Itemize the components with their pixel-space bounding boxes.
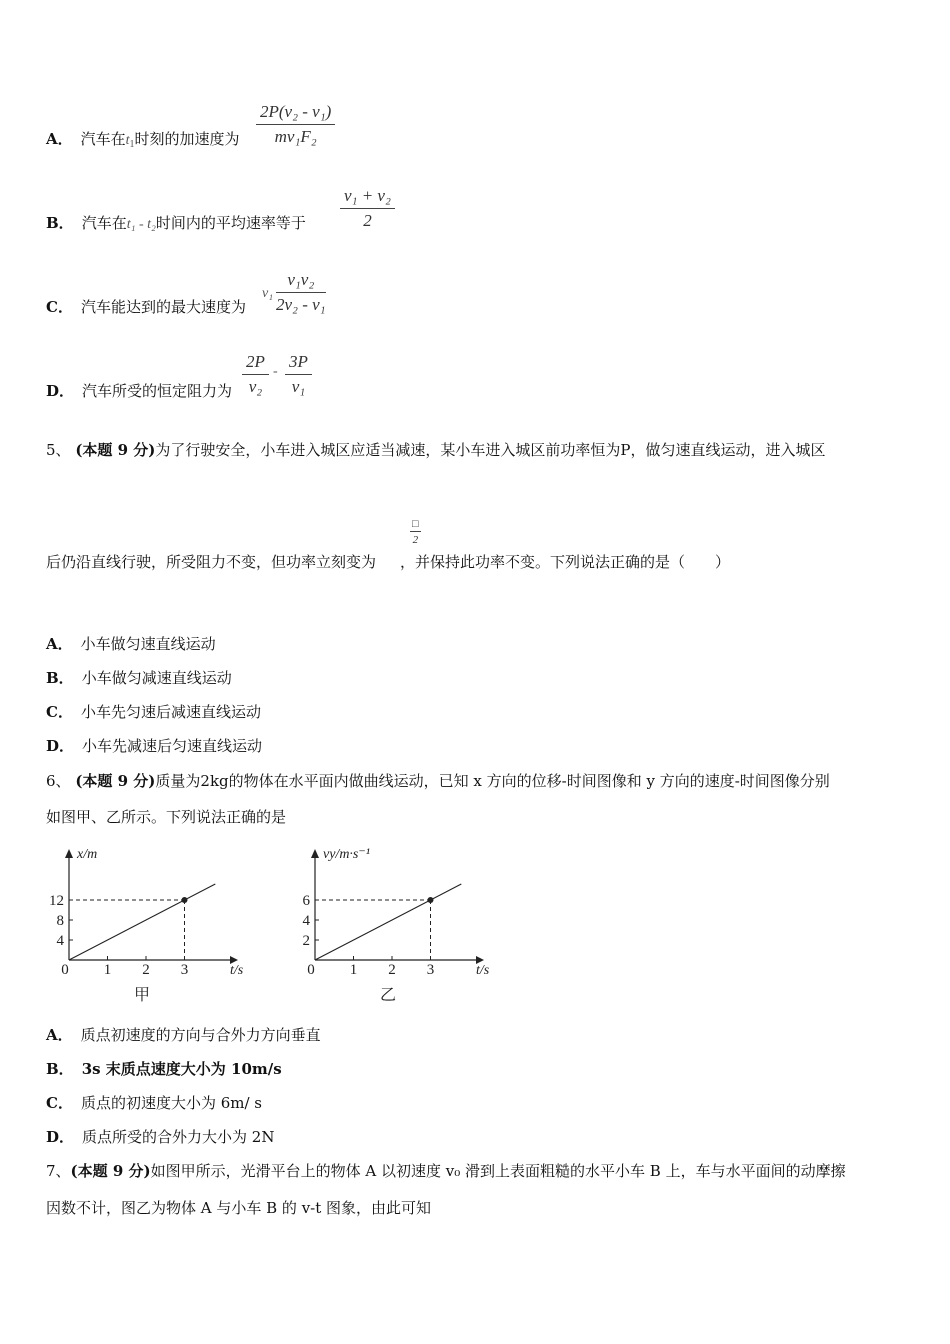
y-axis-label: vy/m·s⁻¹	[323, 847, 370, 862]
option-label: A．	[46, 130, 73, 148]
q4-d-fraction-2	[285, 352, 312, 397]
x-tick-label: 3	[180, 962, 189, 978]
question-text: 因数不计，图乙为物体 A 与小车 B 的 v-t 图象，由此可知	[46, 1199, 432, 1217]
fraction-numerator: 3P	[285, 352, 312, 375]
q4-c-fraction	[276, 270, 326, 315]
q7-stem-line1	[46, 1160, 846, 1181]
option-label: A．	[46, 1026, 73, 1044]
option-label: D．	[46, 1128, 75, 1146]
q5-stem-line1	[46, 439, 826, 460]
fraction-denominator: 2v₂ - v₁	[276, 295, 326, 314]
q6-option-c	[46, 1092, 262, 1113]
series-line	[315, 884, 461, 960]
variable-t1-t2: t₁ - t₂	[126, 217, 156, 232]
data-point	[182, 897, 188, 903]
question-text: 后仍沿直线行驶，所受阻力不变，但功率立刻变为	[46, 553, 377, 571]
question-number: 5、	[46, 441, 71, 459]
q6-stem-line1	[46, 770, 830, 791]
question-number: 6、	[46, 772, 71, 790]
y-tick-label: 6	[302, 893, 310, 909]
y-axis-arrow	[65, 849, 73, 858]
y-tick-label: 8	[56, 913, 64, 929]
y-tick-label: 12	[49, 893, 64, 909]
x-tick-label: 1	[103, 962, 112, 978]
chart-jia	[44, 840, 264, 1010]
question-tag: (本题 9 分)	[70, 1162, 151, 1180]
x-tick-label: 3	[426, 962, 435, 978]
fraction-numerator: v₁v₂	[276, 270, 326, 293]
q6-stem-line2	[46, 806, 286, 827]
fraction-denominator: 2	[363, 211, 372, 230]
q5-option-a	[46, 633, 216, 654]
question-text: 质量为2kg的物体在水平面内做曲线运动，已知 x 方向的位移-时间图像和 y 方向的速度-时间图像分别	[155, 772, 830, 790]
q5-option-d	[46, 735, 262, 756]
fraction-numerator: 2P(v₂ - v₁)	[256, 102, 335, 125]
option-text: 汽车能达到的最大速度为	[80, 298, 246, 316]
question-text-post: ，并保持此功率不变。下列说法正确的是（ ）	[400, 553, 731, 571]
chart-yi	[290, 840, 510, 1010]
option-label: C．	[46, 1094, 73, 1112]
q5-power-fraction	[410, 518, 421, 546]
option-label: B．	[46, 214, 74, 232]
x-tick-label: 2	[142, 962, 150, 978]
q7-stem-line2	[46, 1197, 431, 1218]
x-tick-label: 2	[388, 962, 396, 978]
option-label: C．	[46, 703, 73, 721]
question-text: 如图甲、乙所示。下列说法正确的是	[46, 808, 287, 826]
fraction-denominator: v₂	[248, 377, 263, 396]
q5-option-c	[46, 701, 261, 722]
q6-option-a	[46, 1024, 321, 1045]
fraction-numerator: 2P	[242, 352, 269, 375]
variable-t1	[126, 133, 135, 148]
y-tick-label: 2	[302, 933, 310, 949]
fraction-denominator: 2	[412, 534, 419, 546]
chart-caption: 乙	[379, 987, 397, 1004]
chart-caption: 甲	[133, 987, 151, 1004]
q4-d-minus: -	[273, 364, 278, 379]
option-text: 汽车在	[81, 214, 127, 232]
option-text: 汽车在	[80, 130, 126, 148]
q5-stem-line2	[46, 551, 730, 572]
q4-a-fraction	[256, 102, 335, 147]
x-axis-label: t/s	[230, 963, 244, 978]
question-number: 7、	[46, 1162, 71, 1180]
data-point	[428, 897, 434, 903]
option-text: 质点的初速度大小为 6m/ s	[80, 1094, 263, 1112]
x-axis-label: t/s	[476, 963, 490, 978]
series-line	[69, 884, 215, 960]
option-text-post: 时间内的平均速率等于	[155, 214, 306, 232]
q4-option-a	[46, 128, 240, 150]
option-text: 小车先减速后匀速直线运动	[82, 737, 263, 755]
option-text-post: 时刻的加速度为	[134, 130, 240, 148]
y-axis-label: x/m	[77, 847, 98, 862]
q4-option-d	[46, 380, 232, 401]
q4-d-fraction-1	[242, 352, 269, 397]
q4-option-b	[46, 212, 306, 233]
y-tick-label: 4	[56, 933, 64, 949]
x-tick-label: 1	[349, 962, 358, 978]
fraction-denominator: v₁	[291, 377, 306, 396]
question-text: 为了行驶安全，小车进入城区应适当减速，某小车进入城区前功率恒为P，做匀速直线运动，进入城区	[155, 441, 826, 459]
option-text: 质点初速度的方向与合外力方向垂直	[80, 1026, 321, 1044]
option-text: 汽车所受的恒定阻力为	[82, 382, 233, 400]
q4-option-c	[46, 296, 246, 317]
option-text: 小车做匀速直线运动	[80, 635, 216, 653]
q4-b-fraction	[340, 186, 395, 231]
option-label: B．	[46, 669, 74, 687]
option-text: 小车先匀速后减速直线运动	[80, 703, 261, 721]
option-label: D．	[46, 382, 75, 400]
option-label: C．	[46, 298, 73, 316]
x-tick-label: 0	[307, 962, 315, 978]
option-text: 质点所受的合外力大小为 2N	[82, 1128, 275, 1146]
var-sub: 1	[129, 139, 135, 150]
option-text: 3s 末质点速度大小为 10m/s	[81, 1060, 282, 1078]
question-tag: (本题 9 分)	[75, 772, 156, 790]
q5-option-b	[46, 667, 232, 688]
y-tick-label: 4	[302, 913, 310, 929]
fraction-numerator: □	[412, 518, 419, 530]
q4-c-coefficient: v₁	[262, 286, 274, 301]
option-text: 小车做匀减速直线运动	[81, 669, 232, 687]
x-tick-label: 0	[61, 962, 69, 978]
fraction-numerator: v₁ + v₂	[340, 186, 395, 209]
option-label: D．	[46, 737, 75, 755]
option-label: B．	[46, 1060, 74, 1078]
fraction-denominator: mv₁F₂	[274, 127, 317, 146]
question-text: 如图甲所示，光滑平台上的物体 A 以初速度 v₀ 滑到上表面粗糙的水平小车 B 上，车与水平面间的动摩擦	[150, 1162, 846, 1180]
question-tag: (本题 9 分)	[75, 441, 156, 459]
y-axis-arrow	[311, 849, 319, 858]
q6-option-d	[46, 1126, 274, 1147]
option-label: A．	[46, 635, 73, 653]
q6-option-b	[46, 1058, 282, 1079]
var-t: t	[125, 133, 130, 148]
